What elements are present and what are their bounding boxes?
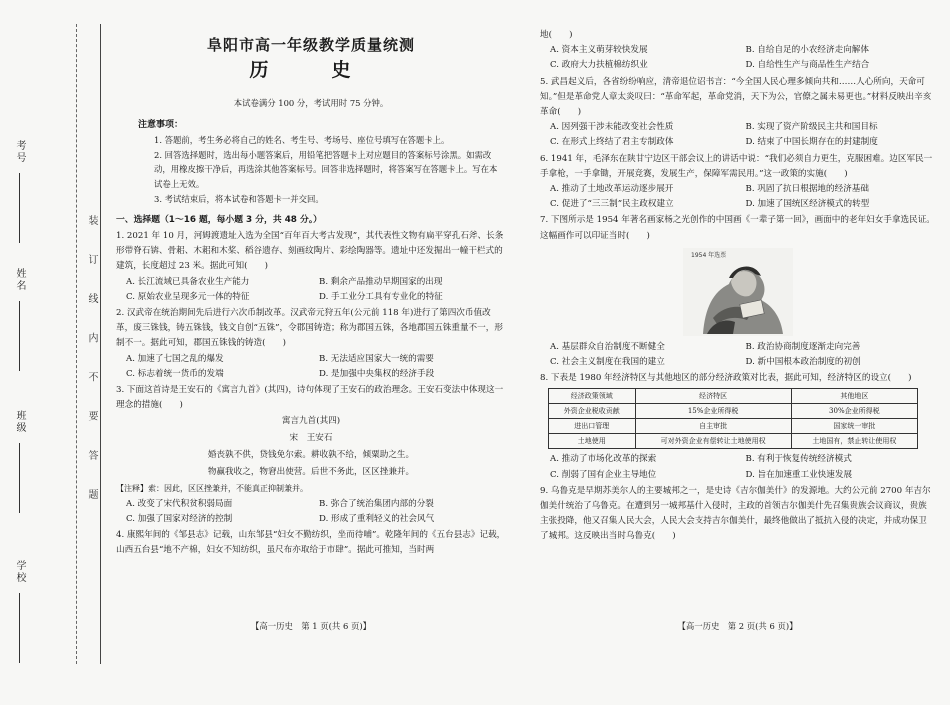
- option-b: B. 弥合了统治集团内部的分裂: [319, 498, 434, 509]
- option-d: D. 旨在加速重工业快速发展: [745, 469, 853, 480]
- option-a: A. 推动了土地改革运动逐步展开: [550, 184, 674, 195]
- table-row: [549, 434, 918, 449]
- page-2-footer: 【高一历史 第 2 页(共 6 页)】: [677, 621, 798, 631]
- question-options: [540, 43, 935, 73]
- exam-title: 阜阳市高一年级教学质量统测: [206, 36, 415, 54]
- question-stem: 9. 乌鲁克是早期苏美尔人的主要城邦之一，是史诗《吉尔伽美什》的发源地。大约公元前 2700 年吉尔伽美什统治了乌鲁克。在遭到另一城邦基什入侵时，主政的首领吉尔伽美什先召集贵族会议商议，贵族主张投降，他又召集人民大会，人民大会支持吉尔伽美什，最终他做出了抵抗入侵的决定，并成功保卫了城邦。这反映出当时乌鲁克( ): [540, 485, 931, 542]
- poem-line: 物赢我收之，物窘出使营。后世不务此，区区挫兼并。: [207, 467, 415, 478]
- class-label: 班级: [14, 410, 25, 434]
- option-b: B. 巩固了抗日根据地的经济基础: [745, 184, 869, 195]
- question-options: [116, 352, 506, 382]
- option-a: A. 长江流域已具备农业生产能力: [126, 276, 250, 287]
- table-cell: 可对外资企业有偿转让土地使用权: [635, 434, 791, 449]
- option-b: B. 剩余产品推动早期国家的出现: [319, 276, 443, 287]
- option-c: C. 加强了国家对经济的控制: [126, 513, 233, 524]
- option-a: A. 改变了宋代积贫积弱局面: [126, 498, 233, 509]
- option-c: C. 在形式上终结了君主专制政体: [550, 137, 674, 148]
- option-d: D. 手工业分工具有专业化的特征: [319, 291, 443, 302]
- question-8: [540, 371, 935, 483]
- exam-subject: 历 史: [249, 59, 373, 82]
- question-1: [116, 229, 506, 305]
- question-2: [116, 306, 506, 382]
- question-6: [540, 152, 935, 213]
- notice-heading: 注意事项：: [138, 119, 184, 130]
- policy-table: [548, 388, 918, 449]
- option-d: D. 结束了中国长期存在的封建制度: [745, 137, 878, 148]
- binding-dashed-line: [76, 24, 77, 664]
- option-a: A. 资本主义萌芽较快发展: [550, 45, 648, 56]
- option-d: D. 形成了重利轻义的社会风气: [319, 513, 435, 524]
- poem-title: 寓言九首(其四): [281, 416, 341, 427]
- option-d: D. 是加强中央集权的经济手段: [319, 368, 435, 379]
- question-options: [540, 120, 935, 150]
- option-c: C. 削弱了国有企业主导地位: [550, 469, 657, 480]
- option-c: C. 社会主义制度在我国的建立: [550, 357, 665, 368]
- question-stem: 6. 1941 年，毛泽东在陕甘宁边区干部会议上的讲话中说：“我们必须自力更生，克服困难。边区军民一手拿枪，一手拿锄，开展竞赛，发展生产，保障军需民用。”这一政策的实施( ): [540, 153, 933, 179]
- question-9: [540, 484, 935, 545]
- option-c: C. 标志着统一货币的发端: [126, 368, 224, 379]
- table-cell: 国家统一审批: [791, 419, 917, 434]
- painting-image: [683, 248, 793, 336]
- name-blank: [19, 301, 20, 371]
- binding-margin: [0, 0, 112, 705]
- option-b: B. 实现了资产阶级民主共和国目标: [745, 122, 878, 133]
- option-b: B. 无法适应国家大一统的需要: [319, 353, 434, 364]
- question-3: [116, 383, 506, 527]
- option-d: D. 自给性生产与商品性生产结合: [745, 60, 870, 71]
- table-cell: 30%企业所得税: [791, 404, 917, 419]
- option-b: B. 自给自足的小农经济走向解体: [745, 45, 869, 56]
- name-field: [12, 268, 27, 371]
- poem-block: [116, 413, 506, 481]
- school-label: 学校: [14, 560, 25, 584]
- exam-meta: 本试卷满分 100 分，考试用时 75 分钟。: [233, 98, 389, 109]
- question-stem: 7. 下图所示是 1954 年著名画家杨之光创作的中国画《一辈子第一回》，画面中的老年妇女手拿选民证。这幅画作可以印证当时( ): [540, 215, 935, 241]
- table-cell: 15%企业所得税: [635, 404, 791, 419]
- school-blank: [19, 593, 20, 663]
- option-a: A. 推动了市场化改革的探索: [550, 454, 657, 465]
- question-stem: 5. 武昌起义后，各省纷纷响应，清帝退位诏书言：“今全国人民心理多倾向共和……人心所向，天命可知。”但是革命党人章太炎叹曰：“革命军起，革命党消，天下为公，官僚之属未易更也。”材料反映出辛亥革命( ): [540, 76, 932, 118]
- page-1-footer: 【高一历史 第 1 页(共 6 页)】: [251, 621, 371, 631]
- table-header: 其他地区: [791, 389, 917, 404]
- option-a: A. 因列强干涉未能改变社会性质: [550, 122, 674, 133]
- question-7: [540, 213, 935, 370]
- painting-illustration: [683, 248, 793, 336]
- question-stem: 4. 康熙年间的《邹县志》记载，山东邹县“妇女不勤纺织，坐而待哺”。乾隆年间的《五台县志》记载，山西五台县“地不产棉，妇女不知纺织，虽尺布亦取给于市肆”。据此可推知，当时两: [116, 530, 506, 556]
- page-1: [116, 28, 506, 558]
- option-c: C. 政府大力扶植棉纺织业: [550, 60, 648, 71]
- notice-list: [116, 133, 506, 207]
- table-cell: 土地使用: [549, 434, 636, 449]
- poem-note: 【注释】索：因此，区区挫兼并，不能真正抑制兼并。: [116, 484, 308, 494]
- notice-item: 1. 答题前，考生务必将自己的姓名、考生号、考场号、座位号填写在答题卡上。: [154, 134, 450, 145]
- table-row: [549, 419, 918, 434]
- poem-line: 婚丧孰不供，贷钱免尔索。耕收孰不给，倾粟助之生。: [207, 450, 415, 461]
- option-d: D. 新中国根本政治制度的初创: [745, 357, 861, 368]
- table-cell: 土地国有，禁止转让使用权: [791, 434, 917, 449]
- exam-no-blank: [19, 173, 20, 243]
- question-4-continued: 地( ): [540, 30, 573, 40]
- question-stem: 1. 2021 年 10 月，河姆渡遗址入选为全国“百年百大考古发现”，其代表性文物有扁平穿孔石斧、长条形带脊石锛、骨耜、木耜和木桨、稻谷遗存、刻画纹陶片、彩绘陶器等。遗址中还发掘出一幢干栏式的建筑，长度超过 23 米。据此可知( ): [116, 231, 504, 272]
- question-stem: 3. 下面这首诗是王安石的《寓言九首》(其四)，诗句体现了王安石的政治理念。王安石变法中体现这一理念的措施( ): [116, 385, 504, 411]
- page-2: [540, 28, 935, 545]
- option-a: A. 基层群众自治制度不断健全: [550, 341, 665, 352]
- notice-item: 2. 回答选择题时，选出每小题答案后，用铅笔把答题卡上对应题目的答案标号涂黑。如需改动，用橡皮擦干净后，再选涂其他答案标号。回答非选择题时，将答案写在答题卡上。写在本试卷上无效。: [154, 149, 498, 190]
- option-d: D. 加速了国统区经济模式的转型: [745, 199, 870, 210]
- table-cell: 外资企业税收贡献: [549, 404, 636, 419]
- option-c: C. 促进了“三三制”民主政权建立: [550, 199, 674, 210]
- question-options: [116, 275, 506, 305]
- seal-text: 装 订 线 内 不 要 答 题: [86, 215, 97, 513]
- name-label: 姓名: [14, 268, 25, 292]
- question-options: [540, 182, 935, 212]
- option-b: B. 政治协商制度逐渐走向完善: [745, 341, 861, 352]
- notice-item: 3. 考试结束后，将本试卷和答题卡一并交回。: [154, 194, 324, 204]
- option-c: C. 原始农业呈现多元一体的特征: [126, 291, 250, 302]
- exam-no-label: 考号: [14, 140, 25, 164]
- table-cell: 进出口管理: [549, 419, 636, 434]
- table-header-row: [549, 389, 918, 404]
- table-header: 经济政策领域: [549, 389, 636, 404]
- class-field: [12, 410, 27, 513]
- question-options: [540, 340, 935, 370]
- binding-line: [100, 24, 101, 664]
- question-stem: 8. 下表是 1980 年经济特区与其他地区的部分经济政策对比表，据此可知，经济特区的设立( ): [540, 373, 912, 384]
- question-5: [540, 75, 935, 151]
- painting-caption: 1954 年选票: [690, 251, 726, 259]
- class-blank: [19, 443, 20, 513]
- poem-author: 宋 王安石: [289, 433, 333, 444]
- option-a: A. 加速了七国之乱的爆发: [126, 353, 224, 364]
- section-heading: 一、选择题（1～16 题，每小题 3 分，共 48 分。）: [116, 214, 322, 225]
- table-cell: 自主审批: [635, 419, 791, 434]
- option-b: B. 有利于恢复传统经济模式: [745, 454, 852, 465]
- exam-no-field: [12, 140, 27, 243]
- table-row: [549, 404, 918, 419]
- question-options: [116, 497, 506, 527]
- question-4: [116, 528, 506, 558]
- table-header: 经济特区: [635, 389, 791, 404]
- question-options: [540, 452, 935, 482]
- question-stem: 2. 汉武帝在统治期间先后进行六次币制改革。汉武帝元狩五年(公元前 118 年)进行了第四次币值改革，废三铢钱，铸五铢钱，钱文自创“五铢”，令郡国铸造；称为郡国五铢，各地郡国五铢重量不一，形制不一。据此可知，郡国五铢钱的铸造( ): [116, 308, 503, 349]
- school-field: [12, 560, 27, 663]
